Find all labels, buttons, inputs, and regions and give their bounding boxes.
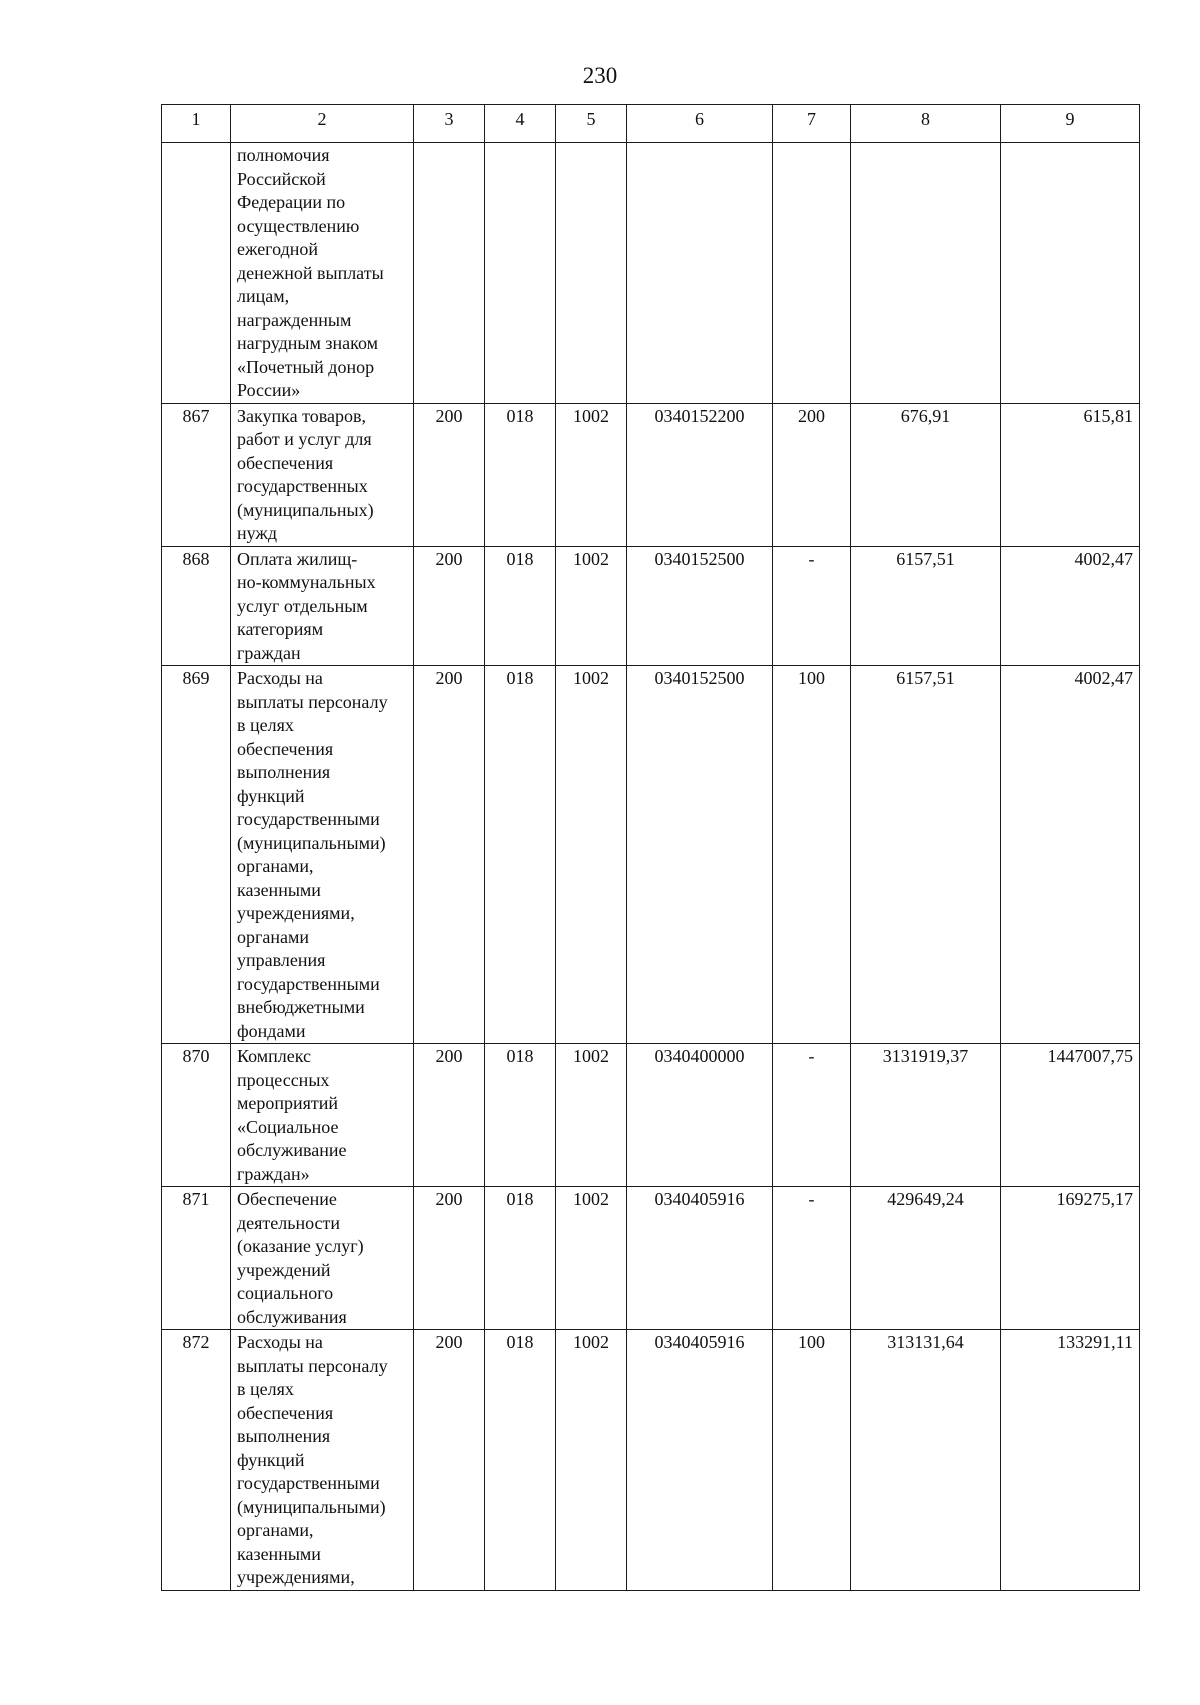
col3-cell [414,143,485,404]
description-line: услуг отдельным [237,595,368,616]
description-line: «Почетный донор [237,356,375,377]
description-line: лицам, [237,286,290,306]
col4-cell: 018 [485,1044,556,1187]
description-line: органами, [237,1520,314,1540]
col3-cell: 200 [414,1044,485,1187]
page-number: 230 [582,63,618,88]
col3-cell: 200 [414,1330,485,1591]
section-code-cell: 1002 [556,1044,627,1187]
table-row [162,1187,1140,1330]
target-article-cell: 0340152500 [627,666,773,1044]
table-body [162,143,1140,1591]
target-article-cell: 0340152200 [627,403,773,546]
target-article-cell: 0340152500 [627,546,773,666]
table-row [162,143,1140,404]
description-line: денежной выплаты [237,262,384,283]
description-cell [231,403,414,546]
header-col-7: 7 [773,105,851,143]
description-line: работ и услуг для [237,429,372,449]
expense-type-cell: 100 [773,1330,851,1591]
header-col-8: 8 [851,105,1001,143]
section-code-cell: 1002 [556,1187,627,1330]
description-line: государственными [237,1473,380,1493]
description-line: Комплекс [237,1046,312,1066]
amount-col9-cell: 4002,47 [1001,666,1140,1044]
description-cell [231,1187,414,1330]
description-line: «Социальное [237,1116,339,1137]
description-line: граждан [237,642,301,663]
amount-col8-cell: 676,91 [851,403,1001,546]
table-row [162,666,1140,1044]
section-code-cell: 1002 [556,403,627,546]
description-line: обеспечения [237,1402,334,1423]
description-line: (муниципальными) [237,832,386,853]
description-line: управления [237,950,326,970]
description-line: мероприятий [237,1093,339,1113]
description-line: в целях [237,715,294,735]
amount-col9-cell: 1447007,75 [1001,1044,1140,1187]
description-cell [231,1044,414,1187]
col3-cell: 200 [414,403,485,546]
table-header [162,105,1140,143]
description-line: органами [237,926,310,947]
description-line: учреждений [237,1259,331,1280]
header-col-3: 3 [414,105,485,143]
col3-cell: 200 [414,1187,485,1330]
table-row [162,403,1140,546]
description-line: Оплата жилищ- [237,548,358,569]
description-line: выплаты персоналу [237,1355,388,1376]
col4-cell [485,143,556,404]
description-line: обслуживания [237,1306,347,1327]
col4-cell: 018 [485,1187,556,1330]
amount-col8-cell: 429649,24 [851,1187,1001,1330]
description-line: нужд [237,523,277,543]
col4-cell: 018 [485,666,556,1044]
table-row [162,1044,1140,1187]
row-number-cell [162,143,231,404]
amount-col8-cell: 3131919,37 [851,1044,1001,1187]
description-line: категориям [237,619,324,639]
description-line: обеспечения [237,738,334,759]
target-article-cell: 0340400000 [627,1044,773,1187]
description-cell [231,666,414,1044]
amount-col8-cell: 6157,51 [851,666,1001,1044]
description-line: казенными [237,1543,321,1564]
amount-col9-cell: 4002,47 [1001,546,1140,666]
description-cell [231,546,414,666]
description-line: России» [237,380,301,400]
header-col-5: 5 [556,105,627,143]
amount-col9-cell: 169275,17 [1001,1187,1140,1330]
expense-type-cell: - [773,1044,851,1187]
description-line: (оказание услуг) [237,1236,364,1256]
header-col-1: 1 [162,105,231,143]
description-line: государственными [237,809,380,829]
description-line: Обеспечение [237,1189,337,1209]
section-code-cell: 1002 [556,546,627,666]
description-line: органами, [237,856,314,876]
description-line: государственных [237,476,368,496]
amount-col8-cell: 313131,64 [851,1330,1001,1591]
description-line: выполнения [237,762,331,782]
col4-cell: 018 [485,1330,556,1591]
description-line: учреждениями, [237,1567,355,1587]
description-line: но-коммунальных [237,572,376,592]
section-code-cell: 1002 [556,1330,627,1591]
description-line: Расходы на [237,668,323,688]
section-code-cell [556,143,627,404]
description-line: выполнения [237,1426,331,1446]
table-row [162,546,1140,666]
description-line: функций [237,1449,305,1470]
expense-type-cell: - [773,1187,851,1330]
description-line: Федерации по [237,192,346,212]
description-cell [231,143,414,404]
amount-col8-cell [851,143,1001,404]
description-line: в целях [237,1379,294,1399]
row-number-cell: 869 [162,666,231,1044]
row-number-cell: 868 [162,546,231,666]
col4-cell: 018 [485,403,556,546]
description-cell [231,1330,414,1591]
amount-col9-cell [1001,143,1140,404]
row-number-cell: 872 [162,1330,231,1591]
description-line: (муниципальных) [237,499,374,520]
description-line: Расходы на [237,1332,323,1352]
description-line: государственными [237,973,380,994]
description-line: полномочия [237,145,330,165]
description-line: фондами [237,1020,306,1041]
row-number-cell: 871 [162,1187,231,1330]
header-row [162,105,1140,143]
amount-col9-cell: 133291,11 [1001,1330,1140,1591]
description-line: деятельности [237,1212,341,1233]
amount-col8-cell: 6157,51 [851,546,1001,666]
amount-col9-cell: 615,81 [1001,403,1140,546]
description-line: обслуживание [237,1140,347,1160]
description-line: Российской [237,168,326,189]
description-line: процессных [237,1069,330,1090]
expense-type-cell: 100 [773,666,851,1044]
description-line: обеспечения [237,452,334,473]
table-row [162,1330,1140,1591]
description-line: граждан» [237,1163,310,1184]
description-line: (муниципальными) [237,1496,386,1517]
expense-type-cell: - [773,546,851,666]
description-line: Закупка товаров, [237,405,366,426]
col4-cell: 018 [485,546,556,666]
target-article-cell: 0340405916 [627,1330,773,1591]
target-article-cell [627,143,773,404]
description-line: выплаты персоналу [237,691,388,712]
description-line: ежегодной [237,239,319,259]
col3-cell: 200 [414,666,485,1044]
description-line: социального [237,1283,334,1303]
expense-type-cell [773,143,851,404]
description-line: внебюджетными [237,997,365,1017]
target-article-cell: 0340405916 [627,1187,773,1330]
description-line: награжденным [237,309,352,330]
description-line: казенными [237,879,321,900]
row-number-cell: 870 [162,1044,231,1187]
header-col-4: 4 [485,105,556,143]
description-line: нагрудным знаком [237,333,379,353]
budget-table [161,104,1140,1591]
header-col-6: 6 [627,105,773,143]
description-line: функций [237,785,305,806]
col3-cell: 200 [414,546,485,666]
section-code-cell: 1002 [556,666,627,1044]
header-col-9: 9 [1001,105,1140,143]
description-line: учреждениями, [237,903,355,923]
row-number-cell: 867 [162,403,231,546]
expense-type-cell: 200 [773,403,851,546]
description-line: осуществлению [237,215,360,236]
header-col-2: 2 [231,105,414,143]
